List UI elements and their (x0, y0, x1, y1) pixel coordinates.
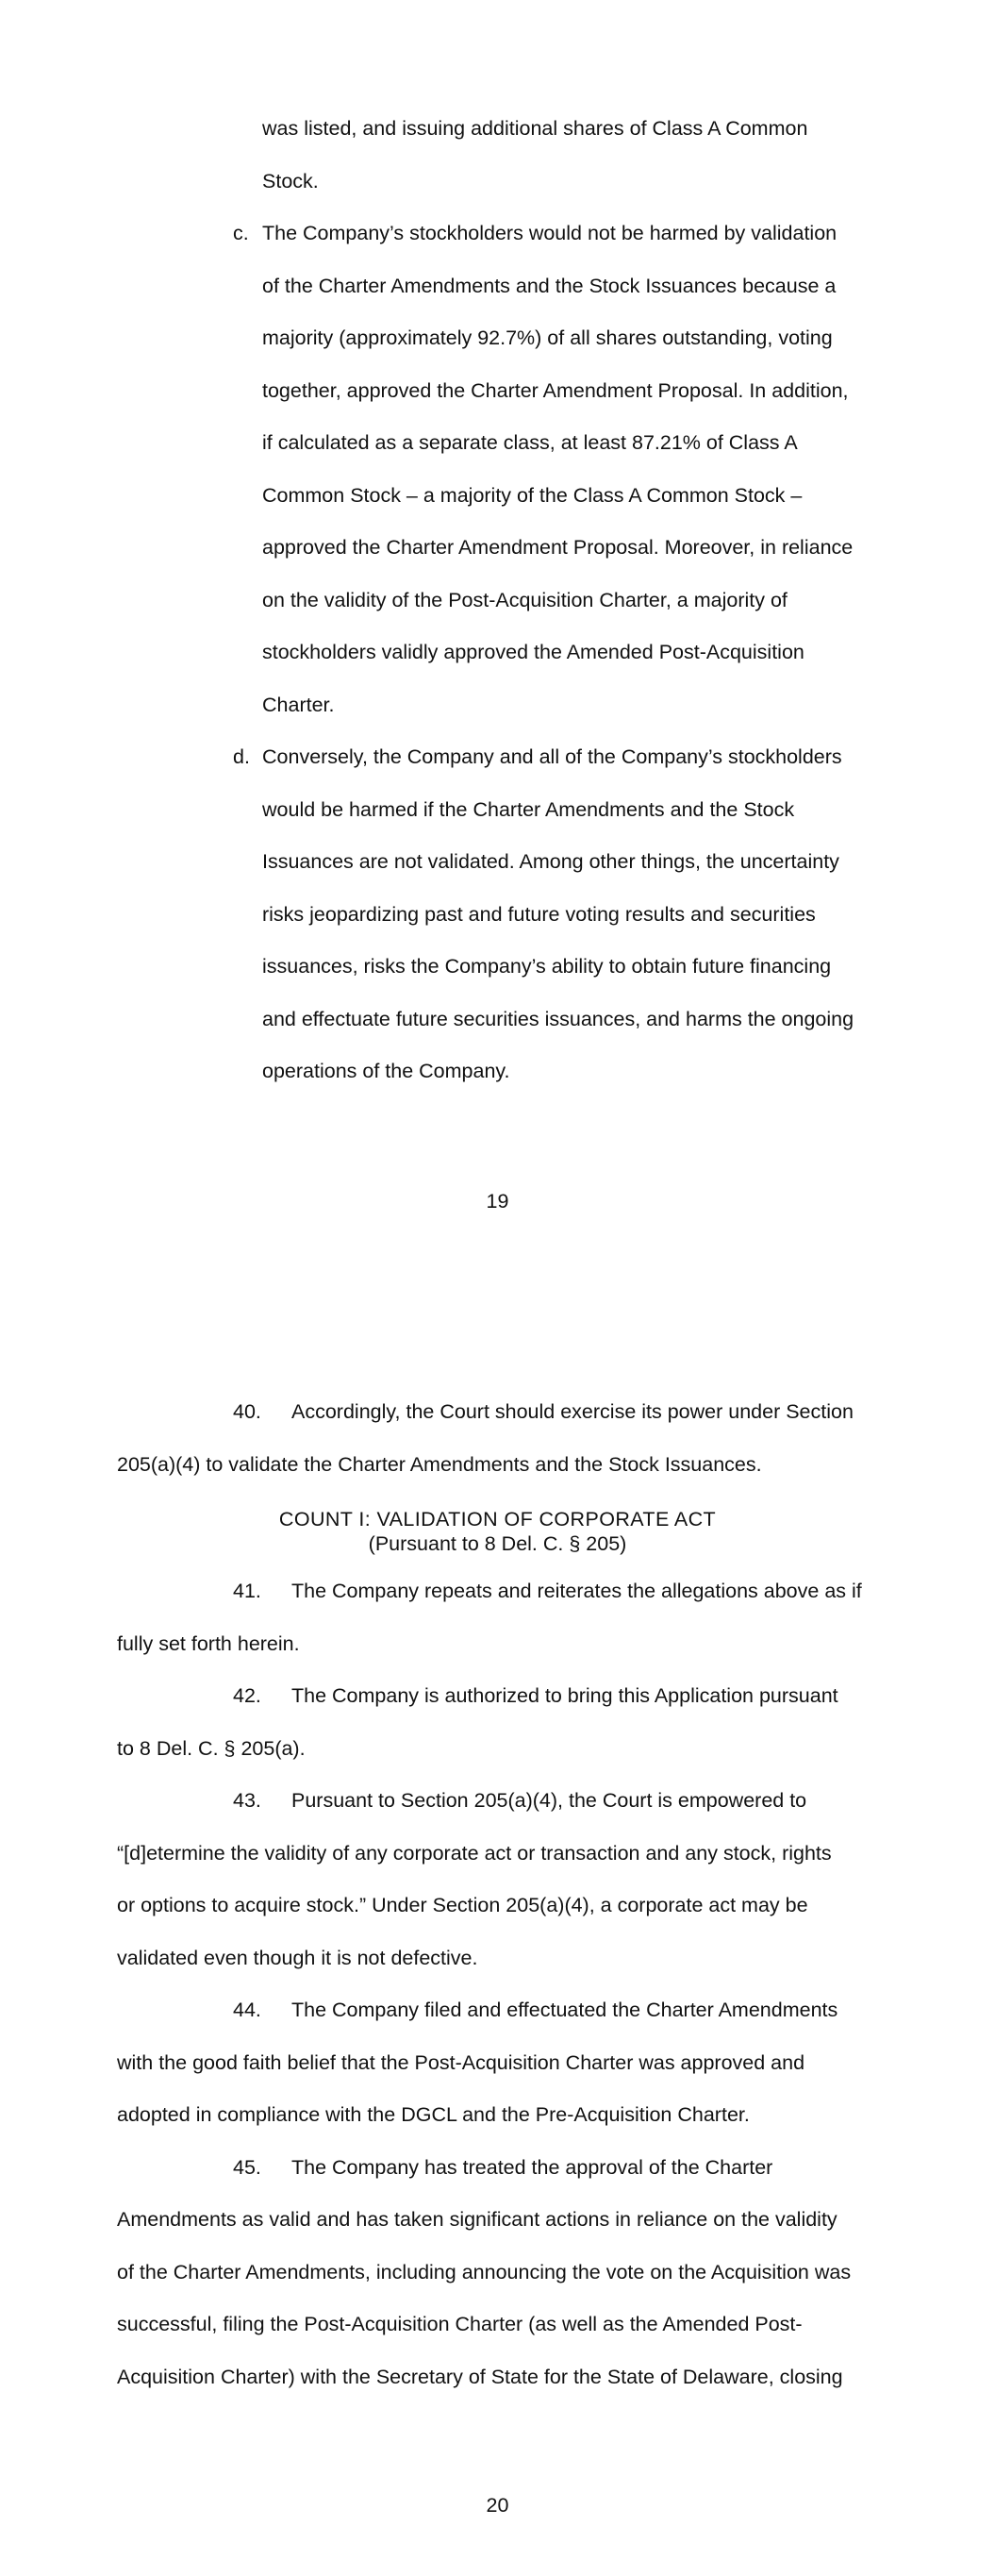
text-line: fully set forth herein. (117, 1632, 300, 1655)
text-line: successful, filing the Post-Acquisition Charter (as well as the Amended Post- (117, 2313, 803, 2335)
text-line: of the Charter Amendments and the Stock Issuances because a (262, 275, 837, 297)
paragraph-number: 40. (233, 1400, 261, 1423)
count-subheading: (Pursuant to 8 Del. C. § 205) (368, 1532, 627, 1555)
text-line: with the good faith belief that the Post-Acquisition Charter was approved and (117, 2051, 805, 2074)
list-marker: d. (233, 745, 250, 768)
paragraph-number: 41. (233, 1580, 261, 1602)
text-line: issuances, risks the Company’s ability to obtain future financing (262, 955, 832, 978)
text-line: The Company filed and effectuated the Charter Amendments (291, 1999, 838, 2021)
paragraph-number: 42. (233, 1684, 261, 1707)
text-line: Common Stock – a majority of the Class A Common Stock – (262, 484, 803, 507)
text-line: would be harmed if the Charter Amendments and the Stock (262, 798, 795, 821)
text-line: on the validity of the Post-Acquisition Charter, a majority of (262, 589, 788, 611)
text-line: 205(a)(4) to validate the Charter Amendments and the Stock Issuances. (117, 1453, 762, 1476)
text-line: The Company has treated the approval of the Charter (291, 2156, 773, 2179)
text-line: Stock. (262, 170, 319, 192)
text-line: or options to acquire stock.” Under Section 205(a)(4), a corporate act may be (117, 1894, 808, 1916)
text-line: Issuances are not validated. Among other things, the uncertainty (262, 850, 839, 873)
text-line: together, approved the Charter Amendment Proposal. In addition, (262, 379, 849, 402)
text-line: The Company is authorized to bring this Application pursuant (291, 1684, 838, 1707)
text-line: operations of the Company. (262, 1060, 510, 1082)
text-line: “[d]etermine the validity of any corporate act or transaction and any stock, rights (117, 1842, 832, 1865)
text-line: Accordingly, the Court should exercise its power under Section (291, 1400, 854, 1423)
list-marker: c. (233, 222, 249, 244)
paragraph-number: 45. (233, 2156, 261, 2179)
text-line: Conversely, the Company and all of the Company’s stockholders (262, 745, 842, 768)
page-number: 19 (486, 1190, 509, 1213)
text-line: The Company’s stockholders would not be harmed by validation (262, 222, 837, 244)
text-line: risks jeopardizing past and future voting results and securities (262, 903, 816, 926)
count-heading: COUNT I: VALIDATION OF CORPORATE ACT (278, 1508, 717, 1531)
text-line: approved the Charter Amendment Proposal. Moreover, in reliance (262, 536, 854, 559)
text-line: to 8 Del. C. § 205(a). (117, 1737, 306, 1760)
text-line: validated even though it is not defective. (117, 1947, 478, 1969)
text-line: adopted in compliance with the DGCL and the Pre-Acquisition Charter. (117, 2103, 750, 2126)
text-line: Amendments as valid and has taken significant actions in reliance on the validity (117, 2208, 837, 2231)
text-line: of the Charter Amendments, including announcing the vote on the Acquisition was (117, 2261, 852, 2283)
text-line: Charter. (262, 694, 335, 716)
text-line: Acquisition Charter) with the Secretary of State for the State of Delaware, closing (117, 2366, 843, 2388)
text-line: majority (approximately 92.7%) of all shares outstanding, voting (262, 326, 833, 349)
paragraph-number: 43. (233, 1789, 261, 1812)
page-number: 20 (486, 2494, 509, 2517)
text-line: stockholders validly approved the Amended Post-Acquisition (262, 641, 804, 663)
paragraph-number: 44. (233, 1999, 261, 2021)
text-line: The Company repeats and reiterates the allegations above as if (291, 1580, 862, 1602)
text-line: if calculated as a separate class, at least 87.21% of Class A (262, 431, 798, 454)
text-line: and effectuate future securities issuances, and harms the ongoing (262, 1008, 854, 1030)
text-line: was listed, and issuing additional shares of Class A Common (262, 117, 808, 140)
text-line: Pursuant to Section 205(a)(4), the Court is empowered to (291, 1789, 807, 1812)
